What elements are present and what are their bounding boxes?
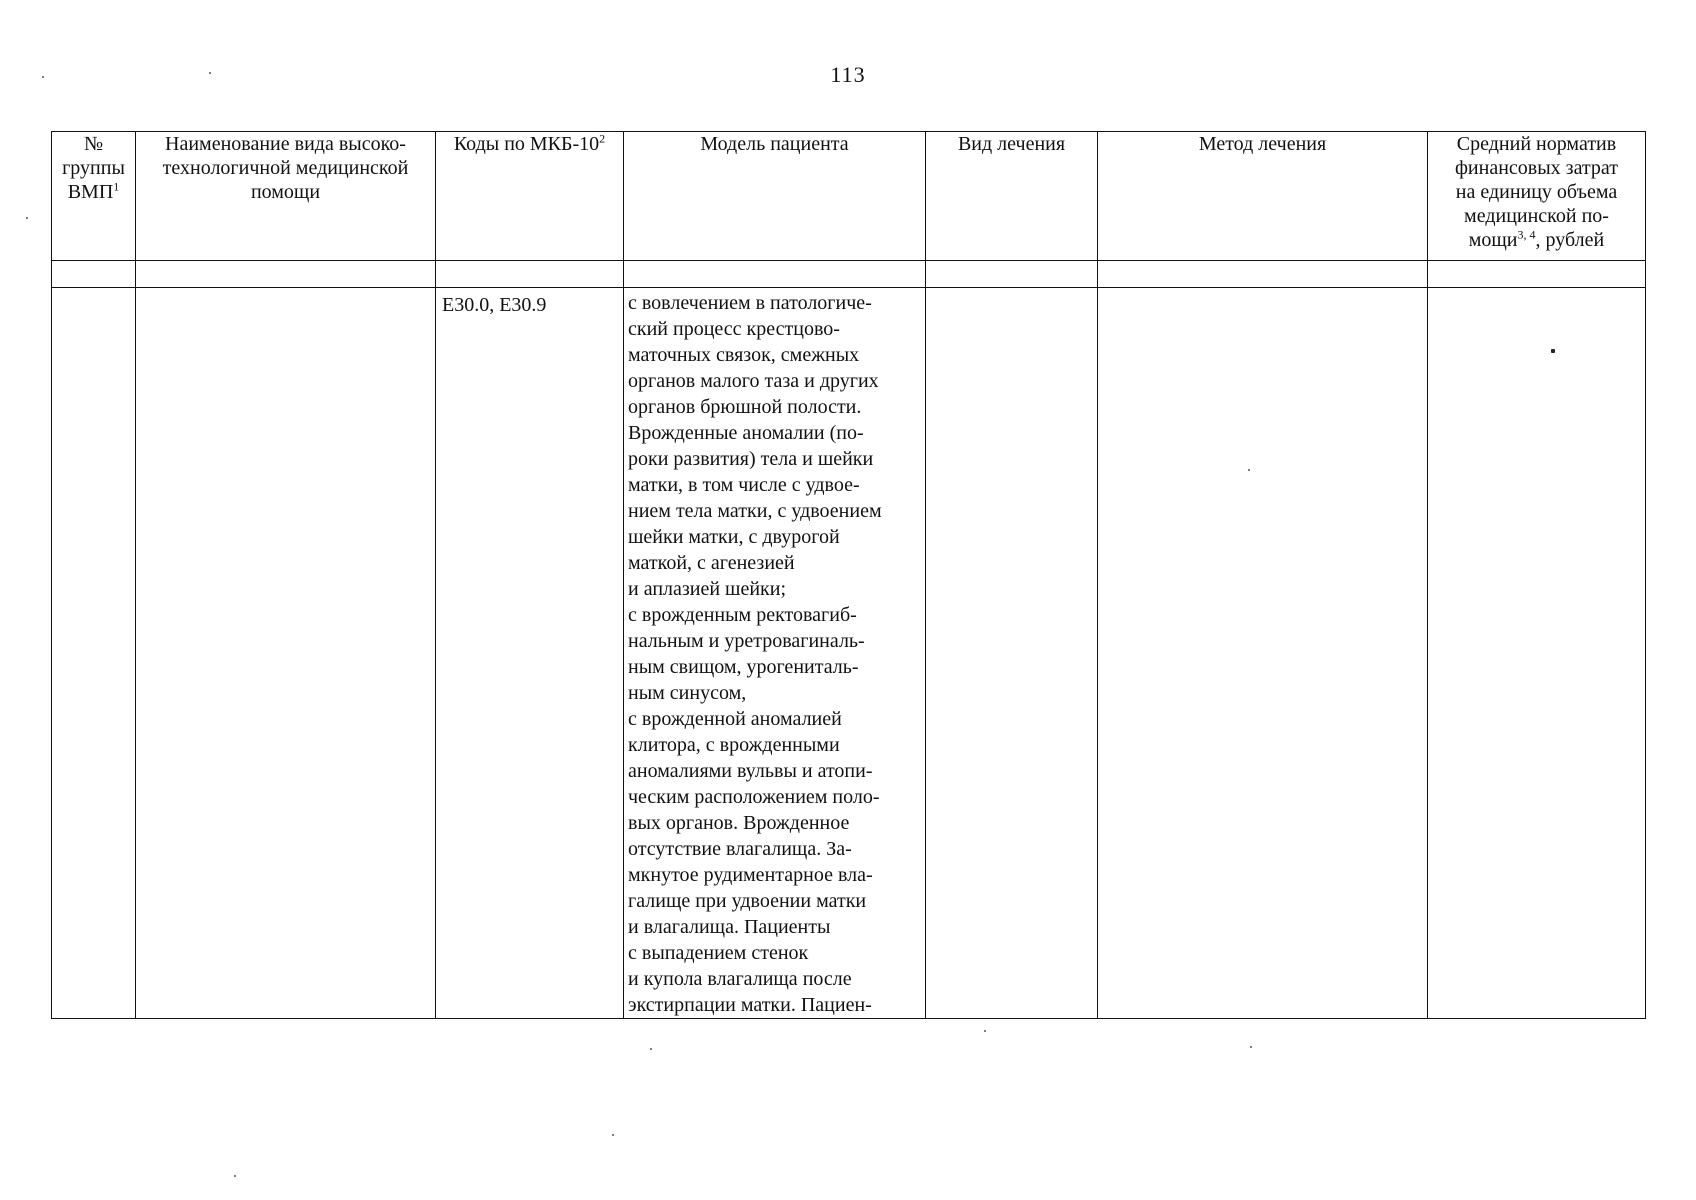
scan-speck xyxy=(1248,469,1250,471)
header-cost-standard: Средний норматив финансовых затрат на единицу объема медицинской по- мощи$^{3, 4}$, рублей xyxy=(1428,132,1646,261)
patient-model-line: шейки матки, с двурогой xyxy=(628,526,840,548)
patient-model-line: и влагалища. Пациенты xyxy=(628,916,831,938)
patient-model-text xyxy=(628,290,921,1018)
scan-speck xyxy=(650,1048,652,1050)
scan-speck xyxy=(1551,349,1555,353)
patient-model-line: матки, в том числе с удвое- xyxy=(628,474,860,496)
patient-model-line: маткой, с агенезией xyxy=(628,552,795,574)
cell-cost-standard xyxy=(1428,288,1646,1019)
scan-speck xyxy=(26,217,28,219)
page-number: 113 xyxy=(830,62,866,87)
patient-model-line: и купола влагалища после xyxy=(628,968,852,990)
patient-model-line: вых органов. Врожденное xyxy=(628,812,850,834)
patient-model-line: ным свищом, урогениталь- xyxy=(628,656,859,678)
header-care-type-name: Наименование вида высоко- технологичной медицинской помощи xyxy=(136,132,436,261)
table-spacer-row xyxy=(52,261,1646,288)
patient-model-line: маточных связок, смежных xyxy=(628,344,860,366)
scan-speck xyxy=(984,1030,986,1032)
patient-model-line: и аплазией шейки; xyxy=(628,578,787,600)
patient-model-line: мкнутое рудиментарное вла- xyxy=(628,864,873,886)
header-group-number: № группы ВМП$^1$ xyxy=(52,132,136,261)
patient-model-line: с вовлечением в патологиче- xyxy=(628,292,872,314)
patient-model-line: отсутствие влагалища. За- xyxy=(628,838,852,860)
header-icd-codes: Коды по МКБ-$10^2$ xyxy=(436,132,624,261)
scan-speck xyxy=(1250,1046,1252,1048)
scan-speck xyxy=(42,76,44,78)
patient-model-line: с врожденной аномалией xyxy=(628,708,842,730)
patient-model-line: экстирпации матки. Пациен- xyxy=(628,994,872,1016)
patient-model-line: нальным и уретровагиналь- xyxy=(628,630,865,652)
patient-model-line: клитора, с врожденными xyxy=(628,734,840,756)
patient-model-line: аномалиями вульвы и атопи- xyxy=(628,760,873,782)
header-treatment-type: Вид лечения xyxy=(926,132,1098,261)
cell-treatment-method xyxy=(1098,288,1428,1019)
cell-icd-codes: E30.0, E30.9 xyxy=(436,288,624,1019)
cell-group-number xyxy=(52,288,136,1019)
cell-treatment-type xyxy=(926,288,1098,1019)
patient-model-line: ческим расположением поло- xyxy=(628,786,880,808)
patient-model-line: ский процесс крестцово- xyxy=(628,318,840,340)
patient-model-line: ным синусом, xyxy=(628,682,747,704)
services-table xyxy=(51,131,1646,1019)
patient-model-line: нием тела матки, с удвоением xyxy=(628,500,882,522)
header-treatment-method: Метод лечения xyxy=(1098,132,1428,261)
patient-model-line: органов брюшной полости. xyxy=(628,396,862,418)
patient-model-line: Врожденные аномалии (по- xyxy=(628,422,864,444)
patient-model-line: с выпадением стенок xyxy=(628,942,809,964)
header-patient-model: Модель пациента xyxy=(624,132,926,261)
table-row xyxy=(52,288,1646,1019)
table-header-row xyxy=(52,132,1646,261)
cell-patient-model xyxy=(624,288,926,1019)
patient-model-line: органов малого таза и других xyxy=(628,370,879,392)
scan-speck xyxy=(612,1134,614,1136)
patient-model-line: галище при удвоении матки xyxy=(628,890,867,912)
patient-model-line: с врожденным ректовагиб- xyxy=(628,604,857,626)
scan-speck xyxy=(209,72,211,74)
scan-speck xyxy=(234,1175,236,1177)
cell-care-type-name xyxy=(136,288,436,1019)
patient-model-line: роки развития) тела и шейки xyxy=(628,448,874,470)
